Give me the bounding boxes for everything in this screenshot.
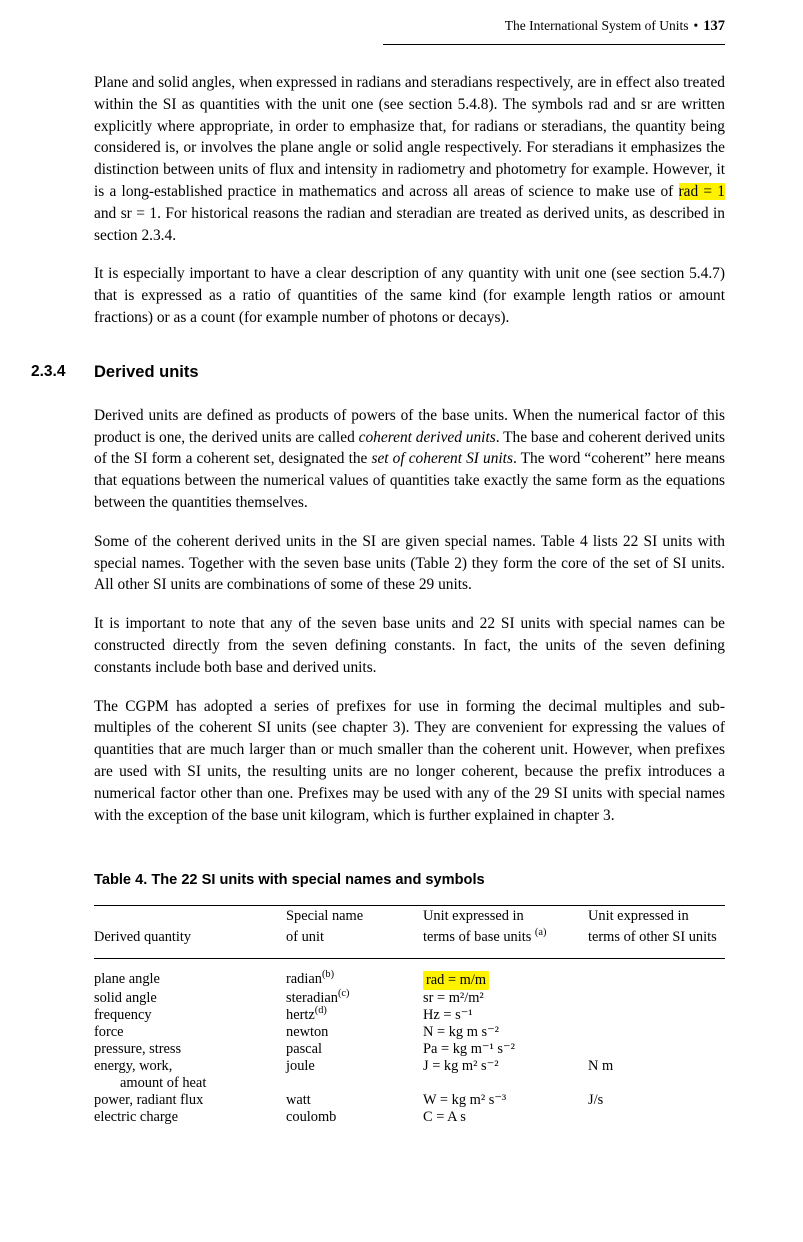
term-set-of-coherent-si-units: set of coherent SI units: [371, 450, 513, 468]
table-row: [94, 1007, 725, 1024]
cell-quantity: power, radiant flux: [94, 1092, 204, 1109]
cell-quantity: solid angle: [94, 990, 157, 1007]
header-divider: [383, 44, 725, 45]
table-row: [94, 1092, 725, 1109]
table-row: [94, 1041, 725, 1058]
cell-unit-name: hertz$^{(d)}$: [286, 1005, 327, 1024]
paragraph-angles-part2: and sr = 1. For historical reasons the radian and steradian are treated as derived units, as described in section 2.3.4.: [94, 204, 725, 244]
header-cell-of-unit: of unit: [286, 929, 324, 946]
table-row: [94, 990, 725, 1007]
cell-other-units: [588, 1007, 725, 1024]
section-heading-derived-units: [31, 362, 725, 387]
cell-base-units: W = kg m² s⁻³: [423, 1092, 507, 1109]
cell-other-units: [588, 1024, 725, 1041]
header-cell-terms-base-units: terms of base units $^{(a)}$: [423, 927, 547, 946]
cell-base-units: N = kg m s⁻²: [423, 1024, 499, 1041]
cell-other-units: [588, 990, 725, 1007]
table-header-row-2: [94, 927, 725, 959]
footnote-marker-c: (c): [337, 988, 350, 1000]
cell-other-units: [588, 1041, 725, 1058]
header-cell-other-units: Unit expressed in: [588, 906, 725, 928]
footnote-marker-b: (b): [321, 969, 335, 981]
header-cell-base-units: Unit expressed in: [423, 906, 588, 928]
cell-other-units: J/s: [588, 1092, 604, 1109]
cell-quantity: electric charge: [94, 1109, 179, 1126]
cell-base-units: sr = m²/m²: [423, 990, 484, 1007]
cell-quantity: frequency: [94, 1007, 152, 1024]
cell-base-units: [423, 959, 588, 991]
cell-unit-name: newton: [286, 1024, 329, 1041]
header-separator: •: [693, 18, 699, 33]
cell-quantity: force: [94, 1024, 124, 1041]
table-caption: Table 4. The 22 SI units with special names and symbols: [94, 872, 485, 889]
page-header: [383, 18, 725, 40]
paragraph-defining-constants: It is important to note that any of the seven base units and 22 SI units with special names can be constructed directly from the seven defining constants. In fact, the units of the seven defining constants include both base and derived units.: [94, 615, 725, 676]
header-cell-derived-quantity: Derived quantity: [94, 929, 192, 946]
cell-base-units: J = kg m² s⁻²: [423, 1058, 499, 1075]
term-coherent-derived-units: coherent derived units: [358, 428, 496, 446]
paragraph-derived-part2: . The base and coherent derived units of the SI form a coherent set, designated the: [94, 428, 725, 468]
highlight-rad-equals-one: rad = 1: [678, 182, 725, 200]
paragraph-derived-definition: [94, 405, 725, 514]
cell-unit-name: watt: [286, 1092, 311, 1109]
paragraph-special-names: Some of the coherent derived units in the SI are given special names. Table 4 lists 22 SI units with special names. Together with the seven base units (Table 2) they form the core of the set of SI units. All other SI units are combinations of some of these 29 units.: [94, 532, 725, 594]
cell-quantity: energy, work, amount of heat: [94, 1058, 207, 1092]
cell-base-units: C = A s: [423, 1109, 466, 1126]
table-row: [94, 1058, 725, 1092]
section-number: 2.3.4: [31, 362, 66, 380]
cell-unit-name: radian$^{(b)}$: [286, 959, 423, 991]
paragraph-derived-part1: Derived units are defined as products of powers of the base units. When the numerical factor of this product is one, the derived units are called: [94, 406, 725, 446]
cell-unit-name: coulomb: [286, 1109, 337, 1126]
header-cell-special-name: Special name: [286, 906, 423, 928]
header-page-number: 137: [703, 18, 725, 34]
paragraph-unit-one: It is especially important to have a clear description of any quantity with unit one (see section 5.4.7) that is expressed as a ratio of quantities of the same kind (for example length ratios or amount fractions) or as a count (for example number of photons or decays).: [94, 265, 725, 326]
paragraph-angles: [94, 72, 725, 246]
cell-base-units: Pa = kg m⁻¹ s⁻²: [423, 1041, 515, 1058]
cell-unit-name: joule: [286, 1058, 315, 1075]
section-title: Derived units: [94, 362, 199, 381]
si-units-table: [94, 905, 725, 1126]
footnote-marker-a: (a): [534, 927, 547, 939]
table-row: [94, 1024, 725, 1041]
header-title: The International System of Units: [504, 18, 689, 33]
cell-quantity: pressure, stress: [94, 1041, 182, 1058]
paragraph-derived-part3: . The word “coherent” here means that equations between the numerical values of quantities take exactly the same form as the equations between the quantities themselves.: [94, 450, 726, 511]
page-content: [31, 72, 726, 1126]
table-row: [94, 1109, 725, 1126]
highlight-rad-equals-m-over-m: rad = m/m: [423, 971, 489, 990]
table-header-row-1: [94, 906, 725, 928]
table-row: [94, 959, 725, 991]
cell-other-units: [588, 1109, 725, 1126]
cell-unit-name: steradian$^{(c)}$: [286, 988, 350, 1007]
header-cell-blank: [94, 906, 286, 928]
cell-other-units: [588, 959, 725, 991]
paragraph-prefixes: The CGPM has adopted a series of prefixes for use in forming the decimal multiples and sub-multiples of the coherent SI units (see chapter 3). They are convenient for expressing the values of quantities that are much larger than or much smaller than the coherent unit. However, when prefixes are used with SI units, the resulting units are no longer coherent, because the prefix introduces a numerical factor other than one. Prefixes may be used with any of the 29 SI units with special names with the exception of the base unit kilogram, which is further explained in chapter 3.: [94, 697, 725, 824]
cell-unit-name: pascal: [286, 1041, 322, 1058]
cell-other-units: N m: [588, 1058, 614, 1075]
paragraph-angles-part1: Plane and solid angles, when expressed in radians and steradians respectively, are in effect also treated within the SI as quantities with the unit one (see section 5.4.8). The symbols rad and sr are written explicitly where appropriate, in order to emphasize that, for radians or steradians, the quantity being considered is, or involves the plane angle or solid angle respectively. For steradians it emphasizes the distinction between units of flux and intensity in radiometry and photometry for example. However, it is a long-established practice in mathematics and across all areas of science to make use of: [94, 74, 725, 200]
cell-quantity: plane angle: [94, 959, 286, 991]
header-cell-terms-other-units: terms of other SI units: [588, 929, 717, 946]
footnote-marker-d: (d): [314, 1005, 327, 1017]
cell-base-units: Hz = s⁻¹: [423, 1007, 473, 1024]
